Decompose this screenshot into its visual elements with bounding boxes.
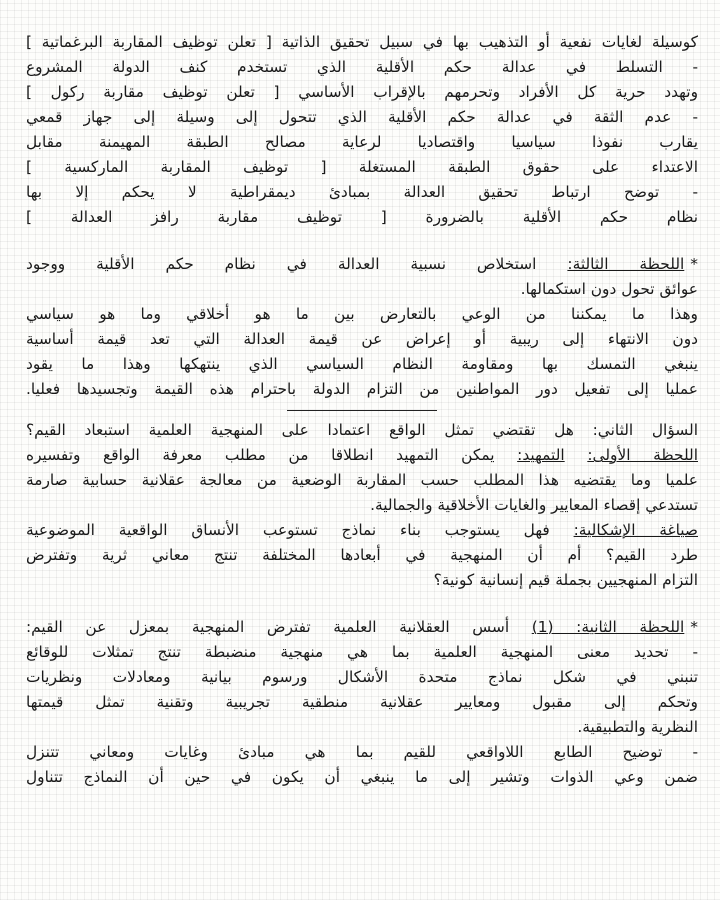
question-title: السؤال الثاني: (592, 421, 698, 439)
text-line: نظام حكم الأقلية بالضرورة [ توظيف مقاربة رافز العدالة ] (26, 208, 698, 226)
question-text: هل تقتضي تمثل الواقع اعتمادا على المنهجية العلمية استبعاد القيم؟ (26, 421, 574, 439)
section-title: اللحظة الثانية: (1) (531, 618, 685, 636)
text-line: دون الانتهاء إلى ريبية أو إعراض عن قيمة العدالة التي تعد قيمة أساسية (26, 330, 698, 348)
text-line: تستدعي إقصاء المعايير والغايات الأخلاقية والجمالية. (370, 496, 698, 514)
continued-paragraph (26, 30, 698, 230)
section-third-moment (26, 252, 698, 402)
text-line: - التسلط في عدالة حكم الأقلية الذي تستخدم كنف الدولة المشروع (26, 58, 698, 76)
problem-label: صياغة الإشكالية: (573, 521, 698, 539)
intro-label: التمهيد: (517, 446, 565, 464)
text-line: استخلاص نسبية العدالة في نظام حكم الأقلية ووجود (26, 255, 537, 273)
text-line: يقارب نفوذا سياسيا واقتصاديا لرعاية مصالح الطبقة المهيمنة مقابل (26, 133, 698, 151)
text-line: وتحكم إلى مقبول ومعايير عقلانية منطقية تجريبية وتقنية تمثل قيمتها (26, 693, 698, 711)
text-line: وهذا ما يمكننا من الوعي بالتعارض بين ما هو أخلاقي وما هو سياسي (26, 305, 698, 323)
text-line: عوائق تحول دون استكمالها. (520, 280, 698, 298)
moment-label: اللحظة الأولى: (587, 446, 698, 464)
text-line: - توضح ارتباط تحقيق العدالة بمبادئ ديمقراطية لا يحكم إلا بها (26, 183, 698, 201)
text-line: وتهدد حرية كل الأفراد وتحرمهم بالإقراب الأساسي [ تعلن توظيف مقاربة ركول ] (26, 83, 698, 101)
text-line: النظرية والتطبيقية. (577, 718, 698, 736)
text-line: ضمن وعي الذوات وتشير إلى ما ينبغي أن يكون في حين أن النماذج تتناول (26, 768, 698, 786)
section-second-moment (26, 615, 698, 790)
text-line: فهل يستوجب بناء نماذج تستوعب الأنساق الواقعية الموضوعية (26, 521, 550, 539)
star-marker: * (690, 255, 698, 273)
text-line: تنبني في شكل نماذج متحدة الأشكال ورسوم بيانية ومعادلات ونظريات (26, 668, 698, 686)
star-marker: * (690, 618, 698, 636)
question-two (26, 418, 698, 593)
text-line: يمكن التمهيد انطلاقا من مطلب معرفة الواقع وتفسيره (26, 446, 495, 464)
text-line: - تحديد معنى المنهجية العلمية بما هي منهجية منضبطة تنتج تمثلات للوقائع (26, 643, 698, 661)
text-line: أسس العقلانية العلمية تفترض المنهجية بمعزل عن القيم: (26, 618, 510, 636)
text-line: الاعتداء على حقوق الطبقة المستغلة [ توظيف المقاربة الماركسية ] (26, 158, 698, 176)
text-line: - توضيح الطابع اللاواقعي للقيم بما هي مبادئ وغايات ومعاني تتنزل (26, 743, 698, 761)
section-title: اللحظة الثالثة: (567, 255, 685, 273)
text-line: طرد القيم؟ أم أن المنهجية في أبعادها المختلفة تنتج معاني ثرية وتفترض (26, 546, 698, 564)
text-line: علميا وما يقتضيه هذا المطلب حسب المقاربة الوضعية من معالجة عقلانية حسابية صارمة (26, 471, 698, 489)
text-line: التزام المنهجيين بجملة قيم إنسانية كونية؟ (433, 571, 698, 589)
text-line: كوسيلة لغايات نفعية أو التذهيب بها في سبيل تحقيق الذاتية [ تعلن توظيف المقاربة البرغماتية ] (26, 33, 698, 51)
divider (26, 402, 698, 418)
text-line: - عدم الثقة في عدالة حكم الأقلية الذي تتحول إلى وسيلة إلى جهاز قمعي (26, 108, 698, 126)
text-line: عمليا إلى تفعيل دور المواطنين من التزام الدولة باحترام هذه القيمة وتجسيدها فعليا. (26, 380, 698, 398)
text-line: ينبغي التمسك بها ومقاومة النظام السياسي الذي ينتهكها وهذا ما يقود (26, 355, 698, 373)
